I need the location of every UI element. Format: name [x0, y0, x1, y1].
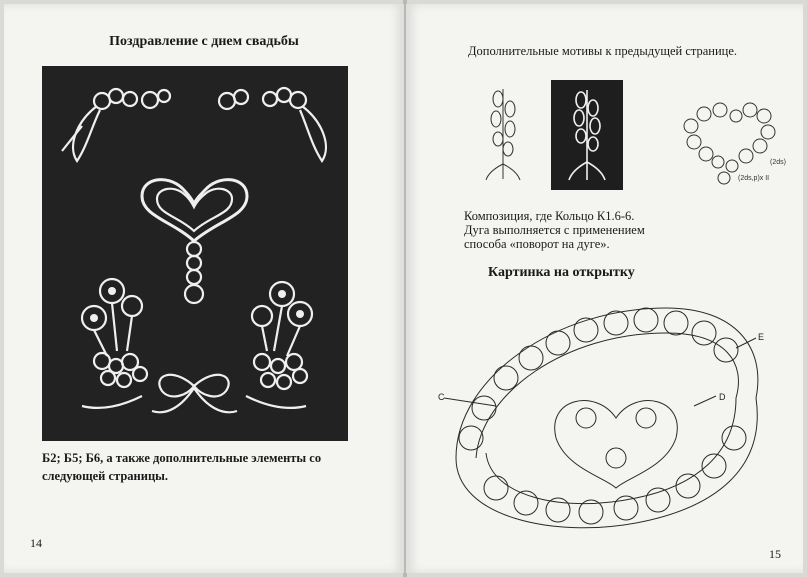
page-number-left: 14 [30, 536, 42, 550]
composition-line-2: Дуга выполняется с применением [464, 223, 645, 237]
composition-text [464, 209, 764, 251]
caption-line-2: следующей страницы. [42, 469, 169, 483]
diagram-label-e: E [758, 332, 765, 342]
composition-line-1: Композиция, где Кольцо К1.6-6. [464, 209, 635, 223]
motif-photo [551, 80, 623, 190]
tatting-pattern-diagram [436, 288, 776, 548]
motif-sketch-branch [478, 84, 528, 184]
left-page-caption [42, 449, 352, 485]
motif-heart-diagram [676, 96, 796, 196]
motif-note-1: (2ds) [770, 159, 786, 166]
page-number-right: 15 [769, 547, 781, 561]
composition-line-3: способа «поворот на дуге». [464, 237, 610, 251]
diagram-label-d: D [719, 392, 726, 402]
right-page-title: Картинка на открытку [488, 265, 635, 280]
right-page [406, 4, 803, 573]
caption-line-1: Б2; Б5; Б6, а также дополнительные элементы со [42, 451, 322, 465]
left-page-title: Поздравление с днем свадьбы [109, 34, 299, 49]
motif-note-2: (2ds,p)x II [738, 175, 770, 182]
right-page-intro: Дополнительные мотивы к предыдущей странице. [468, 44, 738, 58]
lace-photo [42, 66, 348, 441]
diagram-label-c: C [438, 392, 445, 402]
left-page [4, 4, 404, 573]
